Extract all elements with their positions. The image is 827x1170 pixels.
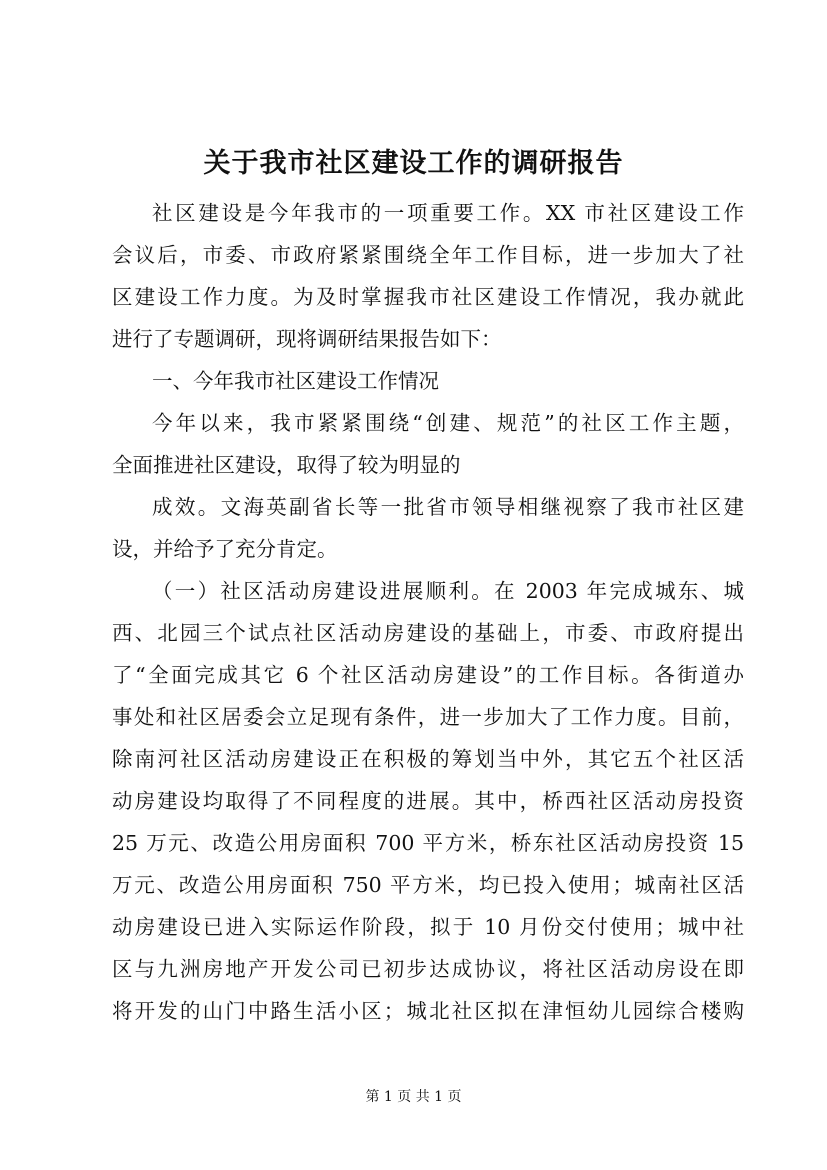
body-line: 设，并给予了充分肯定。 [112,537,338,561]
body-line: 万元、改造公用房面积 750 平方米，均已投入使用；城南社区活 [112,873,744,897]
body-line: 25 万元、改造公用房面积 700 平方米，桥东社区活动房投资 15 [112,831,744,855]
section-heading: 一、今年我市社区建设工作情况 [152,369,439,393]
page-number: 第 1 页 共 1 页 [365,1089,462,1105]
body-line: 西、北园三个试点社区活动房建设的基础上，市委、市政府提出 [112,621,744,645]
body-line: 全面推进社区建设，取得了较为明显的 [112,453,461,477]
body-line: 进行了专题调研，现将调研结果报告如下： [112,327,502,351]
body-line: 成效。文海英副省长等一批省市领导相继视察了我市社区建 [152,495,744,519]
body-line: 了“全面完成其它 6 个社区活动房建设”的工作目标。各街道办 [112,663,744,687]
body-line: （一）社区活动房建设进展顺利。在 2003 年完成城东、城 [152,579,744,603]
body-line: 除南河社区活动房建设正在积极的筹划当中外，其它五个社区活 [112,747,744,771]
document-title: 关于我市社区建设工作的调研报告 [203,148,624,179]
body-line: 将开发的山门中路生活小区；城北社区拟在津恒幼儿园综合楼购 [112,999,744,1023]
body-line: 会议后，市委、市政府紧紧围绕全年工作目标，进一步加大了社 [112,243,744,267]
body-line: 区与九洲房地产开发公司已初步达成协议，将社区活动房设在即 [112,957,744,981]
body-line: 今年以来，我市紧紧围绕“创建、规范”的社区工作主题， [152,411,744,435]
body-line: 事处和社区居委会立足现有条件，进一步加大了工作力度。目前， [112,705,744,729]
body-line: 区建设工作力度。为及时掌握我市社区建设工作情况，我办就此 [112,285,744,309]
body-line: 动房建设均取得了不同程度的进展。其中，桥西社区活动房投资 [112,789,744,813]
body-line: 动房建设已进入实际运作阶段，拟于 10 月份交付使用；城中社 [112,915,744,939]
body-line: 社区建设是今年我市的一项重要工作。XX 市社区建设工作 [152,201,744,225]
